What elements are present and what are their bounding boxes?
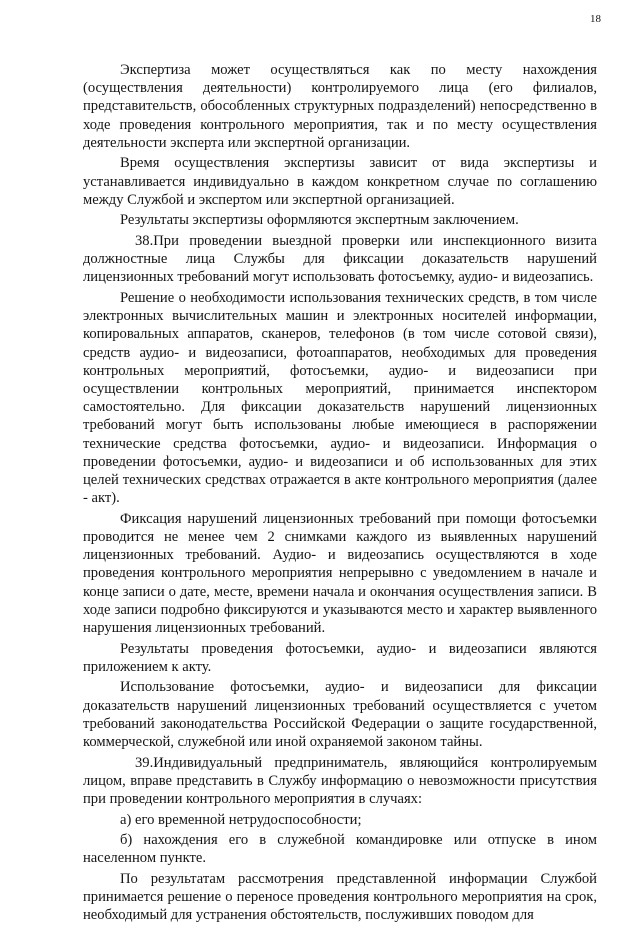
paragraph-expertise-location: Экспертиза может осуществляться как по месту нахождения (осуществления деятельности) контролируемого лица (его филиалов, представительств, обособленных структурных подразделений) непосредственно в ходе проведения контрольного мероприятия, так и по месту осуществления деятельности эксперта или экспертной организации.	[83, 62, 597, 151]
paragraph-secrecy-requirements: Использование фотосъемки, аудио- и видеозаписи для фиксации доказательств нарушений лицензионных требований осуществляется с учетом требований законодательства Российской Федерации о защите государственной, коммерческой, служебной или иной охраняемой законом тайны.	[83, 679, 597, 751]
item-number: 38.	[135, 233, 154, 249]
list-item-a: а) его временной нетрудоспособности;	[120, 811, 362, 828]
item-number: 39.	[135, 754, 154, 771]
page-number: 18	[590, 13, 601, 25]
paragraph-expertise-time: Время осуществления экспертизы зависит от вида экспертизы и устанавливается индивидуально в каждом конкретном случае по соглашению между Службой и экспертом или экспертной организацией.	[83, 155, 597, 208]
document-body	[83, 61, 597, 925]
paragraph-item-38	[83, 232, 597, 287]
paragraph-photo-fixation: Фиксация нарушений лицензионных требований при помощи фотосъемки проводится не менее чем 2 снимками каждого из выявленных нарушений лицензионных требований. Аудио- и видеозапись осуществляются в ходе проведения контрольного мероприятия непрерывно с уведомлением в начале и конце записи о дате, месте, времени начала и окончания осуществления записи. В ходе записи подробно фиксируются и указываются место и характер выявленного нарушения лицензионных требований.	[83, 510, 597, 637]
paragraph-results-appendix: Результаты проведения фотосъемки, аудио- и видеозаписи являются приложением к акту.	[83, 640, 597, 675]
paragraph-item-39	[83, 754, 597, 809]
list-item-b: б) нахождения его в служебной командировке или отпуске в ином населенном пункте.	[83, 832, 597, 867]
paragraph-expertise-results: Результаты экспертизы оформляются экспертным заключением.	[120, 212, 519, 229]
item-text: Индивидуальный предприниматель, являющийся контролируемым лицом, вправе представить в Службу информацию о невозможности присутствия при проведении контрольного мероприятия в случаях:	[83, 754, 597, 808]
paragraph-postponement-decision: По результатам рассмотрения представленной информации Службой принимается решение о переносе проведения контрольного мероприятия на срок, необходимый для устранения обстоятельств, послуживших поводом для	[83, 871, 597, 924]
item-text: При проведении выездной проверки или инспекционного визита должностные лица Службы для фиксации доказательств нарушений лицензионных требований могут использовать фотосъемку, аудио- и видеозапись.	[83, 233, 597, 286]
paragraph-technical-means: Решение о необходимости использования технических средств, в том числе электронных вычислительных машин и электронных носителей информации, копировальных аппаратов, сканеров, телефонов (в том числе сотовой связи), средств аудио- и видеозаписи, фотоаппаратов, необходимых для проведения контрольных мероприятий, фотосъемки, аудио- и видеозаписи при осуществлении контрольных мероприятий, принимается инспектором самостоятельно. Для фиксации доказательств нарушений лицензионных требований могут быть использованы любые имеющиеся в распоряжении технические средства фотосъемки, аудио- и видеозаписи. Информация о проведении фотосъемки, аудио- и видеозаписи и об использованных для этих целей технических средствах отражается в акте контрольного мероприятия (далее - акт).	[83, 290, 597, 507]
